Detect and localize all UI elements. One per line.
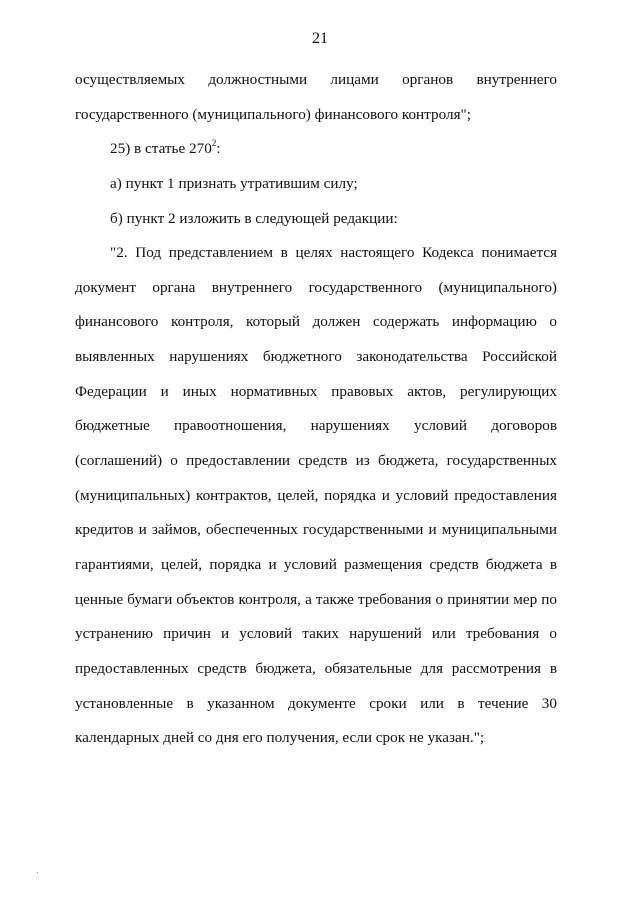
text-line: выявленных нарушениях бюджетного законодательства Российской [75, 348, 557, 366]
text-line: документ органа внутреннего государственного (муниципального) [75, 278, 557, 296]
text-line: государственного (муниципального) финансового контроля"; [75, 105, 471, 123]
text-line: предоставленных средств бюджета, обязательные для рассмотрения в [75, 659, 557, 677]
text-line: "2. Под представлением в целях настоящего Кодекса понимается [110, 244, 557, 262]
text-line: кредитов и займов, обеспеченных государственными и муниципальными [75, 521, 557, 539]
text-line: календарных дней со дня его получения, если срок не указан."; [75, 729, 485, 747]
text-line: Федерации и иных нормативных правовых актов, регулирующих [75, 382, 557, 400]
text-line: осуществляемых должностными лицами органов внутреннего [75, 71, 557, 88]
text-line: (соглашений) о предоставлении средств из бюджета, государственных [75, 452, 557, 470]
text-line: а) пункт 1 признать утратившим силу; [110, 174, 358, 192]
text-line: (муниципальных) контрактов, целей, порядка и условий предоставления [75, 486, 557, 504]
text-line: устранению причин и условий таких нарушений или требования о [75, 625, 557, 643]
text-line-article [75, 132, 557, 167]
text-line: б) пункт 2 изложить в следующей редакции: [110, 209, 398, 227]
superscript: 2 [211, 138, 217, 149]
text-line: ценные бумаги объектов контроля, а также требования о принятии мер по [75, 590, 557, 608]
article-text: 25) в статье 270 [110, 140, 212, 158]
text-line: установленные в указанном документе сроки или в течение 30 [75, 694, 557, 712]
page-number: 21 [312, 30, 328, 47]
text-line: гарантиями, целей, порядка и условий размещения средств бюджета в [75, 555, 557, 573]
text-line: финансового контроля, который должен содержать информацию о [75, 313, 557, 331]
text-line: бюджетные правоотношения, нарушениях условий договоров [75, 417, 557, 435]
document-body [75, 63, 557, 756]
scan-speck [37, 872, 38, 873]
article-colon: : [216, 140, 221, 158]
